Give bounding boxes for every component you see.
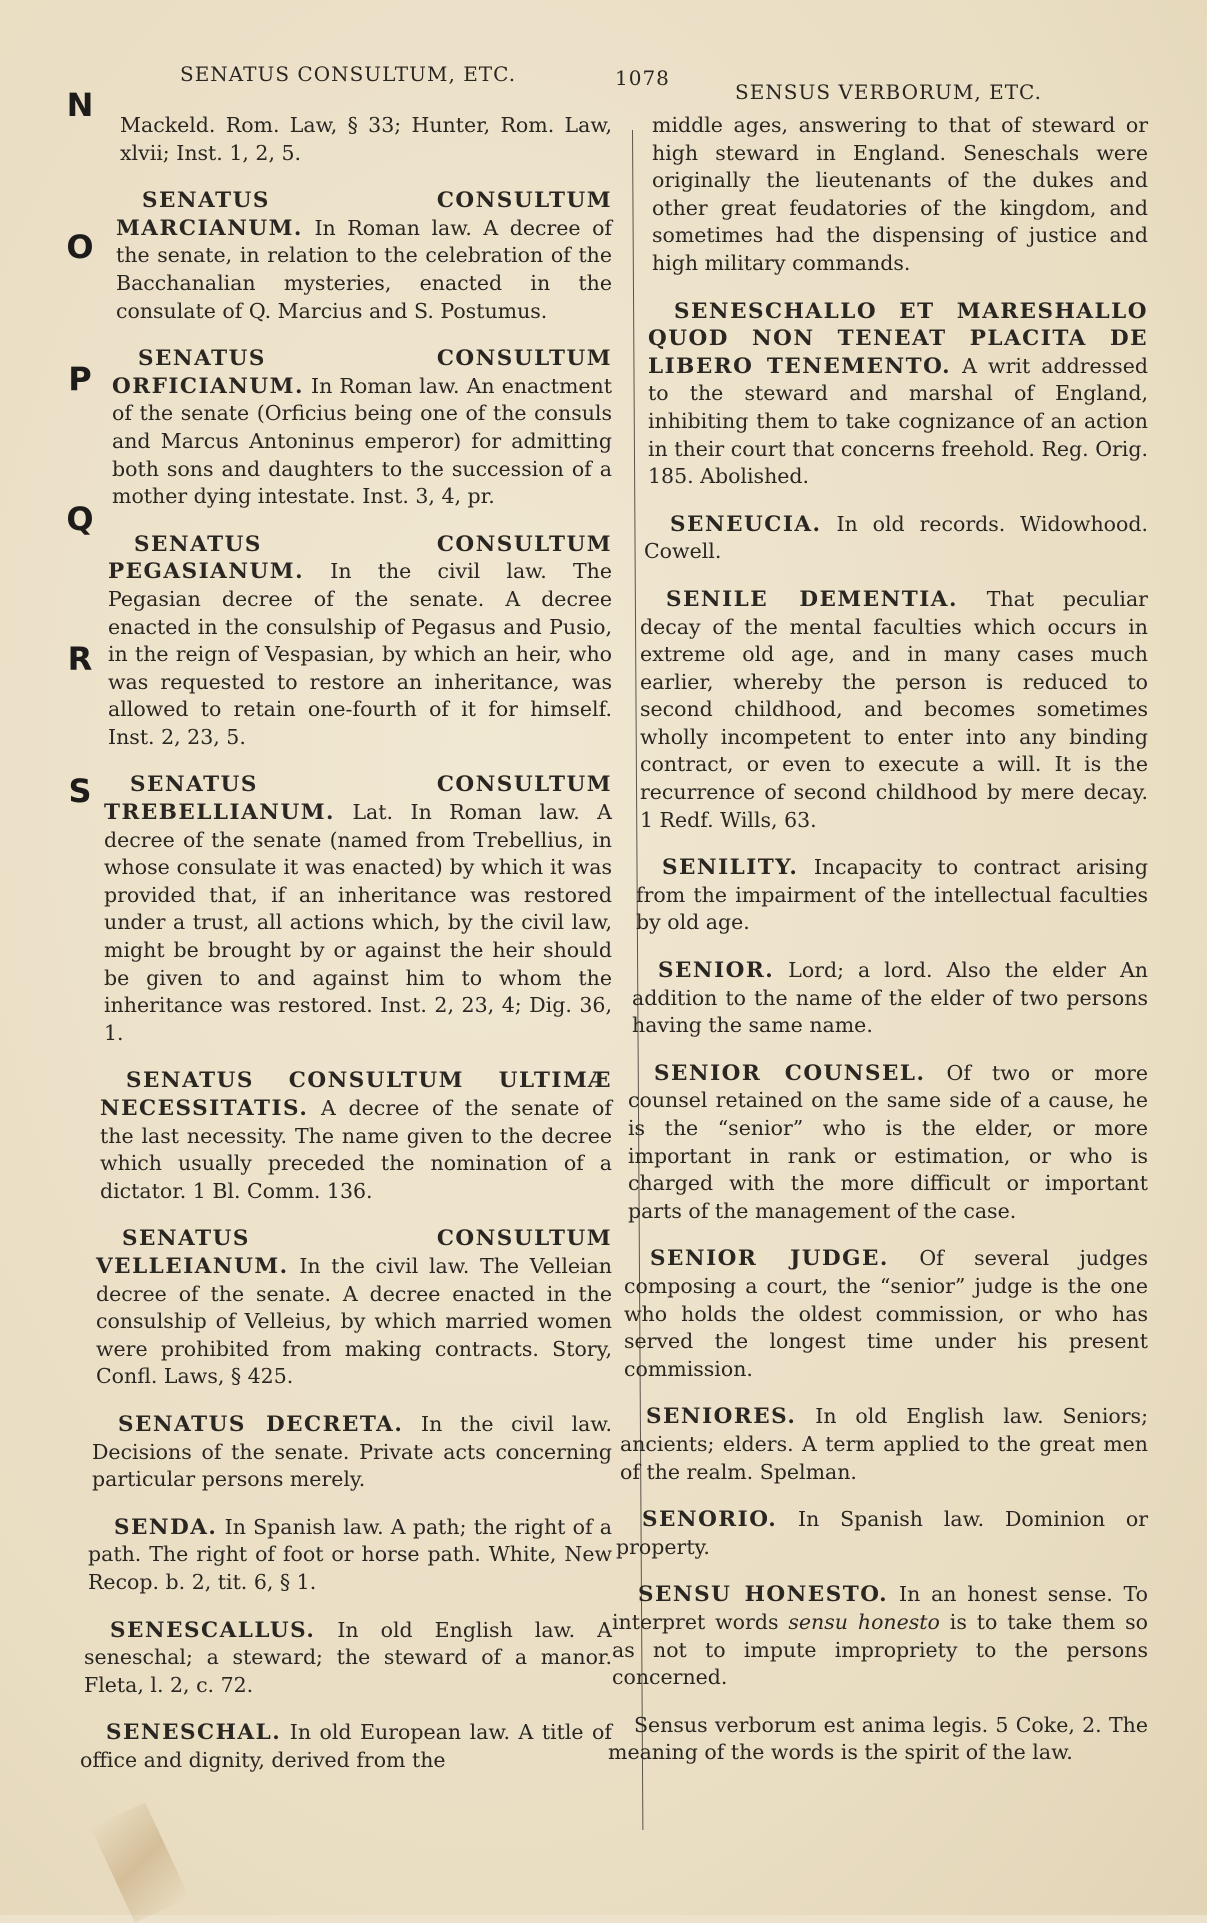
entry-term: SENATUS CONSULTUM PEGASIANUM.	[108, 531, 612, 585]
thumb-index-r[interactable]: R	[67, 640, 93, 678]
dictionary-entry	[596, 1506, 1148, 1561]
dictionary-entry	[596, 1060, 1148, 1226]
dictionary-entry: middle ages, answering to that of steward or high steward in England. Seneschals were originally the lieutenants of the dukes and other great feudatories of the kingdom, and sometimes had the dispensing of justice and high military commands.	[652, 113, 1148, 275]
entry-term: SENDA.	[114, 1514, 218, 1540]
dictionary-entry	[596, 1403, 1148, 1486]
entry-definition: That peculiar decay of the mental faculties which occurs in extreme old age, and in many cases much earlier, whereby the person is reduced to second childhood, and becomes sometimes wholly incompetent to enter into any binding contract, or even to execute a will. It is the recurrence of second childhood by mere decay. 1 Redf. Wills, 63.	[640, 586, 1148, 832]
dictionary-entry	[596, 1581, 1148, 1691]
thumb-index-p[interactable]: P	[68, 360, 92, 398]
dictionary-entry	[596, 1245, 1148, 1383]
entry-term: SENATUS CONSULTUM MARCIANUM.	[116, 188, 612, 241]
entry-term: SENSU HONESTO.	[638, 1582, 889, 1608]
dictionary-entry	[596, 1712, 1148, 1767]
dictionary-entry	[64, 345, 612, 511]
entry-definition: In old European law. A title of office and dignity, derived from the	[80, 1720, 612, 1772]
dictionary-entry	[64, 1514, 612, 1597]
entry-term: SENESCHAL.	[106, 1720, 282, 1746]
entry-definition: In old records. Widowhood. Cowell.	[644, 511, 1148, 564]
dictionary-entry	[596, 298, 1148, 491]
entry-definition: In Spanish law. Dominion or property.	[616, 1507, 1148, 1559]
left-column	[64, 112, 612, 1794]
entry-term: SENATUS CONSULTUM ORFICIANUM.	[112, 346, 612, 399]
dictionary-entry	[64, 1067, 612, 1205]
entry-definition: Sensus verborum est anima legis. 5 Coke, 2. The meaning of the words is the spirit of the law.	[608, 1712, 1148, 1765]
paper-stain	[91, 1802, 190, 1923]
thumb-index-q[interactable]: Q	[66, 500, 94, 538]
entry-term: SENATUS CONSULTUM TREBELLIANUM.	[104, 772, 612, 826]
entry-definition: In Roman law. A decree of the senate, in relation to the celebration of the Bacchanalian mysteries, enacted in the consulate of Q. Marcius and S. Postumus.	[116, 215, 612, 323]
entry-definition: In Spanish law. A path; the right of a path. The right of foot or horse path. White, New Recop. b. 2, tit. 6, § 1.	[88, 1514, 612, 1594]
entry-term: SENORIO.	[642, 1507, 778, 1533]
entry-definition: Incapacity to contract arising from the impairment of the intellectual faculties by old age.	[636, 855, 1148, 935]
dictionary-entry	[596, 511, 1148, 566]
entry-definition: A writ addressed to the steward and marshal of England, inhibiting them to take cognizance of an action in their court that concerns freehold. Reg. Orig. 185. Abolished.	[648, 353, 1148, 489]
dictionary-entry	[64, 1411, 612, 1494]
dictionary-entry	[596, 854, 1148, 937]
entry-term: SENESCHALLO ET MARESHALLO QUOD NON TENEAT PLACITA DE LIBERO TENEMENTO.	[648, 298, 1148, 379]
entry-definition: In old English law. Seniors; ancients; elders. A term applied to the great men of the realm. Spelman.	[620, 1404, 1148, 1484]
entry-term: SENATUS CONSULTUM VELLEIANUM.	[96, 1226, 612, 1279]
entry-term: SENILITY.	[662, 855, 799, 881]
dictionary-entry	[596, 957, 1148, 1040]
running-header	[160, 58, 1090, 104]
entry-definition: In Roman law. An enactment of the senate (Orficius being one of the consuls and Marcus Antoninus emperor) for admitting both sons and daughters to the succession of a mother dying intestate. Inst. 3, 4, pr.	[112, 373, 612, 509]
entry-definition: Lat. In Roman law. A decree of the senate (named from Trebellius, in whose consulate it was enacted) by which it was provided that, if an inheritance was restored under a trust, all actions which, by the civil law, might be brought by or against the heir should be given to and against him to whom the inheritance was restored. Inst. 2, 23, 4; Dig. 36, 1.	[104, 800, 612, 1045]
header-left: SENATUS CONSULTUM, ETC.	[180, 62, 517, 86]
dictionary-entry: Mackeld. Rom. Law, § 33; Hunter, Rom. Law, xlvii; Inst. 1, 2, 5.	[120, 113, 612, 165]
dictionary-entry	[64, 771, 612, 1047]
entry-definition: A decree of the senate of the last necessity. The name given to the decree which usually preceded the nomination of a dictator. 1 Bl. Comm. 136.	[100, 1096, 612, 1203]
entry-definition: In the civil law. Decisions of the senate. Private acts concerning particular persons merely.	[92, 1411, 612, 1492]
dictionary-entry	[64, 187, 612, 325]
entry-term: SENATUS CONSULTUM ULTIMÆ NECESSITATIS.	[100, 1068, 612, 1121]
dictionary-entry	[64, 1225, 612, 1391]
header-right: SENSUS VERBORUM, ETC.	[735, 80, 1042, 104]
dictionary-entry	[596, 586, 1148, 834]
dictionary-entry	[64, 1719, 612, 1774]
entry-term: SENEUCIA.	[670, 511, 822, 537]
entry-term: SENATUS DECRETA.	[118, 1411, 404, 1437]
entry-term: SENESCALLUS.	[110, 1617, 316, 1643]
entry-term: SENIOR JUDGE.	[650, 1246, 889, 1272]
entry-definition: Of several judges composing a court, the “senior” judge is the one who holds the oldest commission, or who has served the longest time under his present commission.	[624, 1246, 1148, 1381]
entry-term: SENILE DEMENTIA.	[666, 586, 958, 612]
entry-latin-phrase: sensu honesto	[788, 1609, 940, 1634]
entry-definition-cont: is to take them so as not to impute impropriety to the persons concerned.	[612, 1609, 1148, 1690]
entry-definition: Lord; a lord. Also the elder An addition to the name of the elder of two persons having the same name.	[632, 958, 1148, 1038]
page-number: 1078	[615, 66, 670, 90]
entry-term: SENIOR COUNSEL.	[654, 1060, 926, 1086]
entry-definition: In an honest sense. To interpret words	[612, 1582, 1148, 1634]
dictionary-entry	[64, 531, 612, 752]
right-column	[596, 112, 1148, 1787]
entry-term: SENIORES.	[646, 1404, 797, 1430]
entry-definition: In old English law. A seneschal; a steward; the steward of a manor. Fleta, l. 2, c. 72.	[84, 1617, 612, 1697]
thumb-index-n[interactable]: N	[66, 86, 94, 124]
thumb-index-o[interactable]: O	[66, 228, 94, 266]
entry-term: SENIOR.	[658, 958, 775, 984]
thumb-index-s[interactable]: S	[68, 772, 92, 810]
entry-definition: In the civil law. The Velleian decree of the senate. A decree enacted in the consulship of Velleius, by which married women were prohibited from making contracts. Story, Confl. Laws, § 425.	[96, 1253, 612, 1389]
entry-definition: In the civil law. The Pegasian decree of the senate. A decree enacted in the consulship of Pegasus and Pusio, in the reign of Vespasian, by which an heir, who was requested to restore an inheritance, was allowed to retain one-fourth of it for himself. Inst. 2, 23, 5.	[108, 559, 612, 749]
entry-definition: Of two or more counsel retained on the same side of a cause, he is the “senior” who is the elder, or more important in rank or estimation, or who is charged with the more difficult or important parts of the management of the case.	[628, 1060, 1148, 1223]
dictionary-entry	[64, 1617, 612, 1700]
